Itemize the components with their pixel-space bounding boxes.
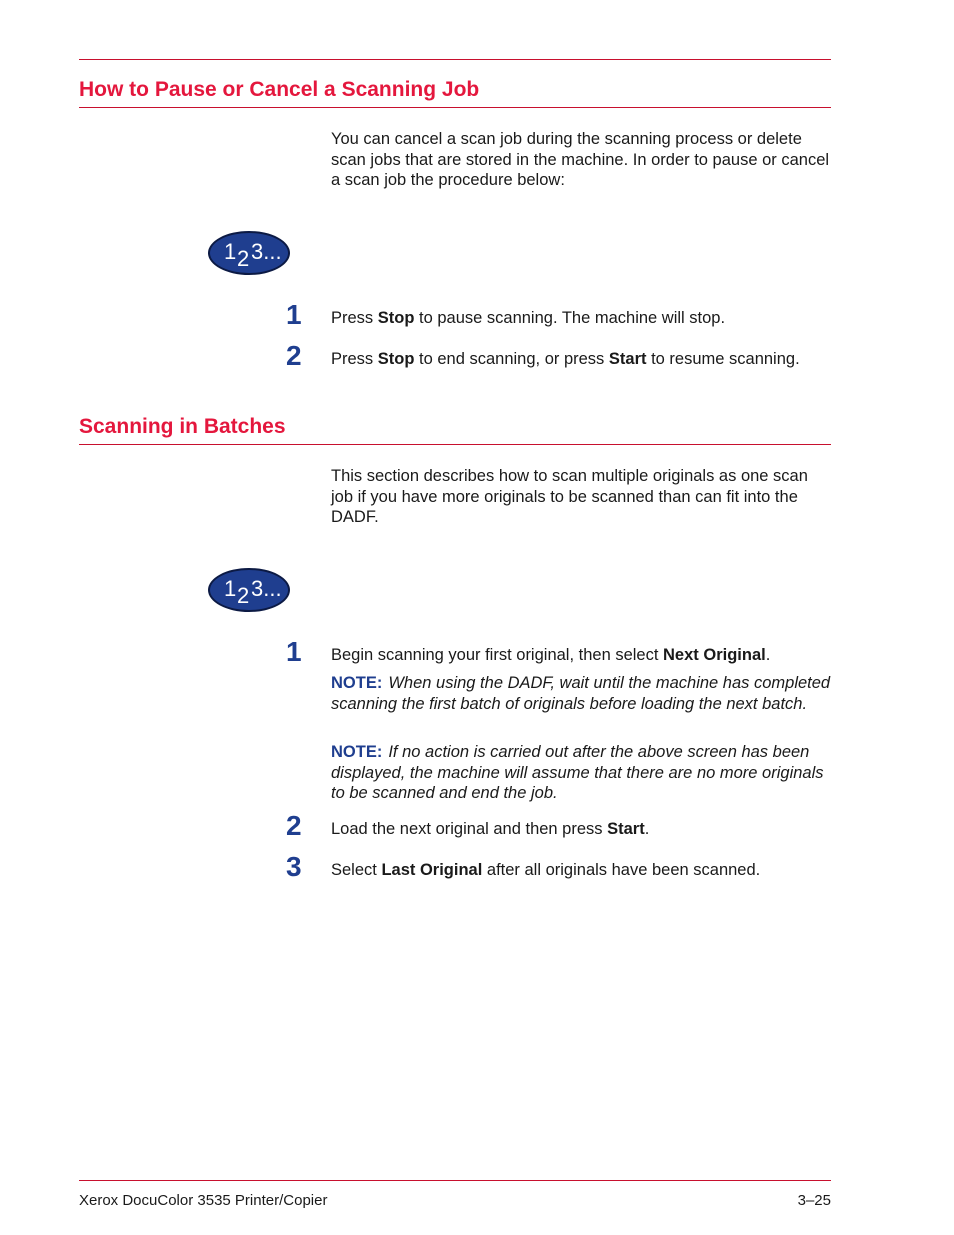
section-heading-pause-cancel: How to Pause or Cancel a Scanning Job <box>79 78 480 101</box>
top-rule <box>79 59 831 60</box>
heading-underline <box>79 444 831 445</box>
step-text: Select Last Original after all originals have been scanned. <box>331 861 761 879</box>
step-number: 2 <box>286 340 302 371</box>
step-number: 2 <box>286 810 302 841</box>
note: NOTE: When using the DADF, wait until the machine has completed scanning the first batch of originals before loading the next batch. <box>331 674 831 713</box>
step-number: 3 <box>286 851 302 882</box>
note-label: NOTE: <box>331 674 383 692</box>
procedure-steps-icon: 1 2 3... <box>208 568 290 612</box>
footer-rule <box>79 1180 831 1181</box>
section-heading-batches: Scanning in Batches <box>79 415 286 438</box>
step-number: 1 <box>286 636 302 667</box>
note-label: NOTE: <box>331 743 383 761</box>
step-text: Begin scanning your first original, then select Next Original. <box>331 646 771 664</box>
step-number: 1 <box>286 299 302 330</box>
note: NOTE: If no action is carried out after the above screen has been displayed, the machine will assume that there are no more originals to be scanned and end the job. <box>331 743 824 802</box>
section-intro: You can cancel a scan job during the scanning process or delete scan jobs that are stored in the machine. In order to pause or cancel a scan job the procedure below: <box>331 130 830 189</box>
step-text: Press Stop to pause scanning. The machine will stop. <box>331 309 726 327</box>
section-intro: This section describes how to scan multiple originals as one scan job if you have more originals to be scanned than can fit into the DADF. <box>331 467 808 526</box>
page-number: 3–25 <box>797 1192 831 1209</box>
step-text: Load the next original and then press Start. <box>331 820 650 838</box>
step-text: Press Stop to end scanning, or press Start to resume scanning. <box>331 350 800 368</box>
procedure-steps-icon: 1 2 3... <box>208 231 290 275</box>
footer-title: Xerox DocuColor 3535 Printer/Copier <box>79 1192 328 1209</box>
heading-underline <box>79 107 831 108</box>
